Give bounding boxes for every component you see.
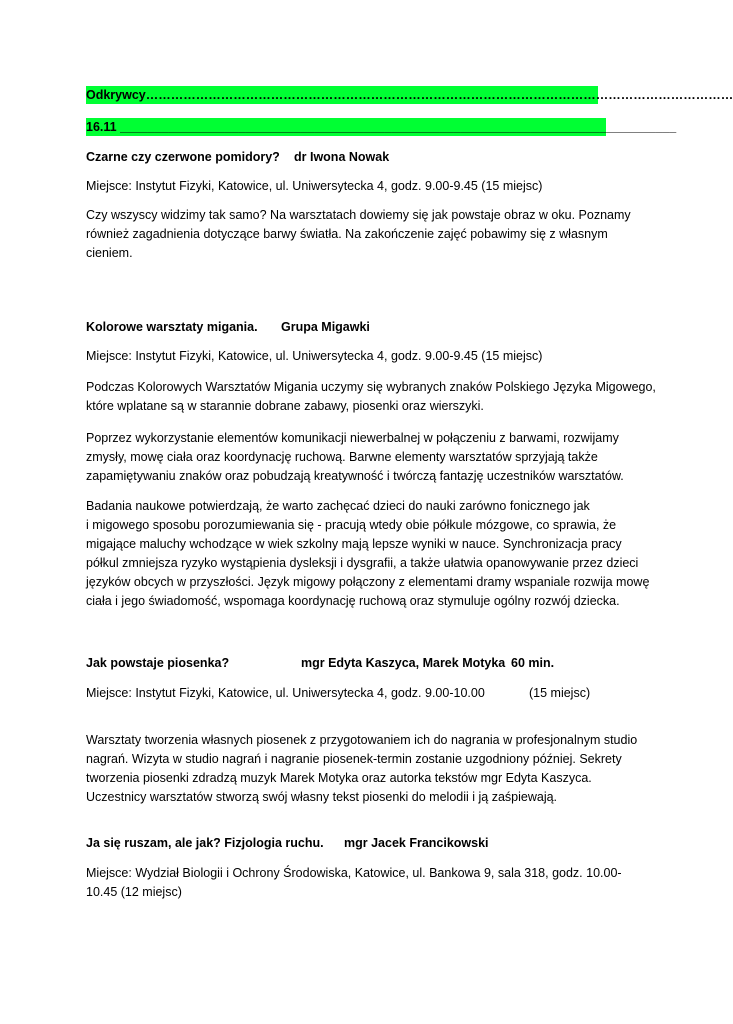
paragraph-line: Warsztaty tworzenia własnych piosenek z przygotowaniem ich do nagrania w profesjonalnym studio [86, 733, 638, 747]
category-heading: Odkrywcy…………………………………………………………………………………………………………………………… [86, 88, 733, 102]
workshop-1-title: Czarne czy czerwone pomidory? [86, 150, 280, 164]
workshop-3-location: Miejsce: Instytut Fizyki, Katowice, ul. Uniwersytecka 4, godz. 9.00-10.00 [86, 686, 485, 700]
paragraph-line: również zagadnienia dotyczące barwy światła. Na zakończenie zajęć pobawimy się z własnym [86, 227, 608, 241]
paragraph-line: migające maluchy wchodzące w wiek szkolny mają lepsze wyniki w nauce. Synchronizacja pracy [86, 537, 622, 551]
document-page [86, 0, 733, 1024]
paragraph-line: Poprzez wykorzystanie elementów komunikacji niewerbalnej w połączeniu z barwami, rozwijamy [86, 431, 619, 445]
paragraph-line: nagrań. Wizyta w studio nagrań i nagranie piosenek-termin zostanie uzgodniony później. Sekrety [86, 752, 622, 766]
paragraph-line: ciała i jego świadomość, wspomaga koordynację ruchową oraz stymuluje ogólny rozwój dziecka. [86, 594, 620, 608]
workshop-3-seats: (15 miejsc) [529, 686, 591, 700]
paragraph-line: zmysły, mowę ciała oraz koordynację ruchową. Barwne elementy warsztatów sprzyjają także [86, 450, 598, 464]
workshop-3-location-row [86, 684, 591, 703]
paragraph-line: zapamiętywaniu znaków oraz pobudzają kreatywność i twórczą fantazję uczestników warsztatów. [86, 469, 624, 483]
workshop-3-description [86, 731, 646, 807]
workshop-4-heading [86, 834, 489, 853]
paragraph-line: języków obcych w przyszłości. Język migowy połączony z elementami dramy wspaniale rozwija mowę [86, 575, 650, 589]
workshop-3-title: Jak powstaje piosenka? [86, 656, 230, 670]
workshop-1-location: Miejsce: Instytut Fizyki, Katowice, ul. Uniwersytecka 4, godz. 9.00-9.45 (15 miejsc) [86, 179, 543, 193]
paragraph-line: tworzenia piosenki zdradzą muzyk Marek Motyka oraz autorka tekstów mgr Edyta Kaszyca. [86, 771, 592, 785]
paragraph-line: które wplatane są w starannie dobrane zabawy, piosenki oraz wierszyki. [86, 399, 484, 413]
workshop-4-title: Ja się ruszam, ale jak? Fizjologia ruchu. [86, 836, 324, 850]
paragraph-line: półkul zmniejsza ryzyko wystąpienia dysleksji i dysgrafii, a także ułatwia opanowywanie przez dzieci [86, 556, 639, 570]
workshop-3-leader: mgr Edyta Kaszyca, Marek Motyka [301, 656, 506, 670]
paragraph-line: Uczestnicy warsztatów stworzą swój własny tekst piosenki do melodii i ją zaśpiewają. [86, 790, 558, 804]
workshop-2-paragraph-3 [86, 497, 650, 611]
workshop-4-location [86, 864, 646, 902]
workshop-2-title: Kolorowe warsztaty migania. [86, 320, 258, 334]
workshop-1-leader: dr Iwona Nowak [294, 150, 390, 164]
workshop-1-description [86, 206, 646, 263]
workshop-2-heading [86, 318, 370, 337]
workshop-2-paragraph-1 [86, 378, 656, 416]
location-line: 10.45 (12 miejsc) [86, 885, 182, 899]
date-heading: 16.11 ________________________________________________________________________________ [86, 120, 677, 134]
workshop-1-heading [86, 148, 390, 167]
paragraph-line: Podczas Kolorowych Warsztatów Migania uczymy się wybranych znaków Polskiego Języka Migowego, [86, 380, 656, 394]
paragraph-line: i migowego sposobu porozumiewania się - pracują wtedy obie półkule mózgowe, co sprawia, że [86, 518, 617, 532]
workshop-3-duration: 60 min. [511, 656, 555, 670]
paragraph-line: Czy wszyscy widzimy tak samo? Na warsztatach dowiemy się jak powstaje obraz w oku. Poznamy [86, 208, 631, 222]
workshop-3-heading [86, 654, 555, 673]
workshop-2-location: Miejsce: Instytut Fizyki, Katowice, ul. Uniwersytecka 4, godz. 9.00-9.45 (15 miejsc) [86, 349, 543, 363]
workshop-2-leader: Grupa Migawki [281, 320, 370, 334]
workshop-4-leader: mgr Jacek Francikowski [344, 836, 489, 850]
location-line: Miejsce: Wydział Biologii i Ochrony Środowiska, Katowice, ul. Bankowa 9, sala 318, godz. 10.00- [86, 866, 622, 880]
workshop-2-paragraph-2 [86, 429, 646, 486]
paragraph-line: Badania naukowe potwierdzają, że warto zachęcać dzieci do nauki zarówno fonicznego jak [86, 499, 590, 513]
paragraph-line: cieniem. [86, 246, 133, 260]
